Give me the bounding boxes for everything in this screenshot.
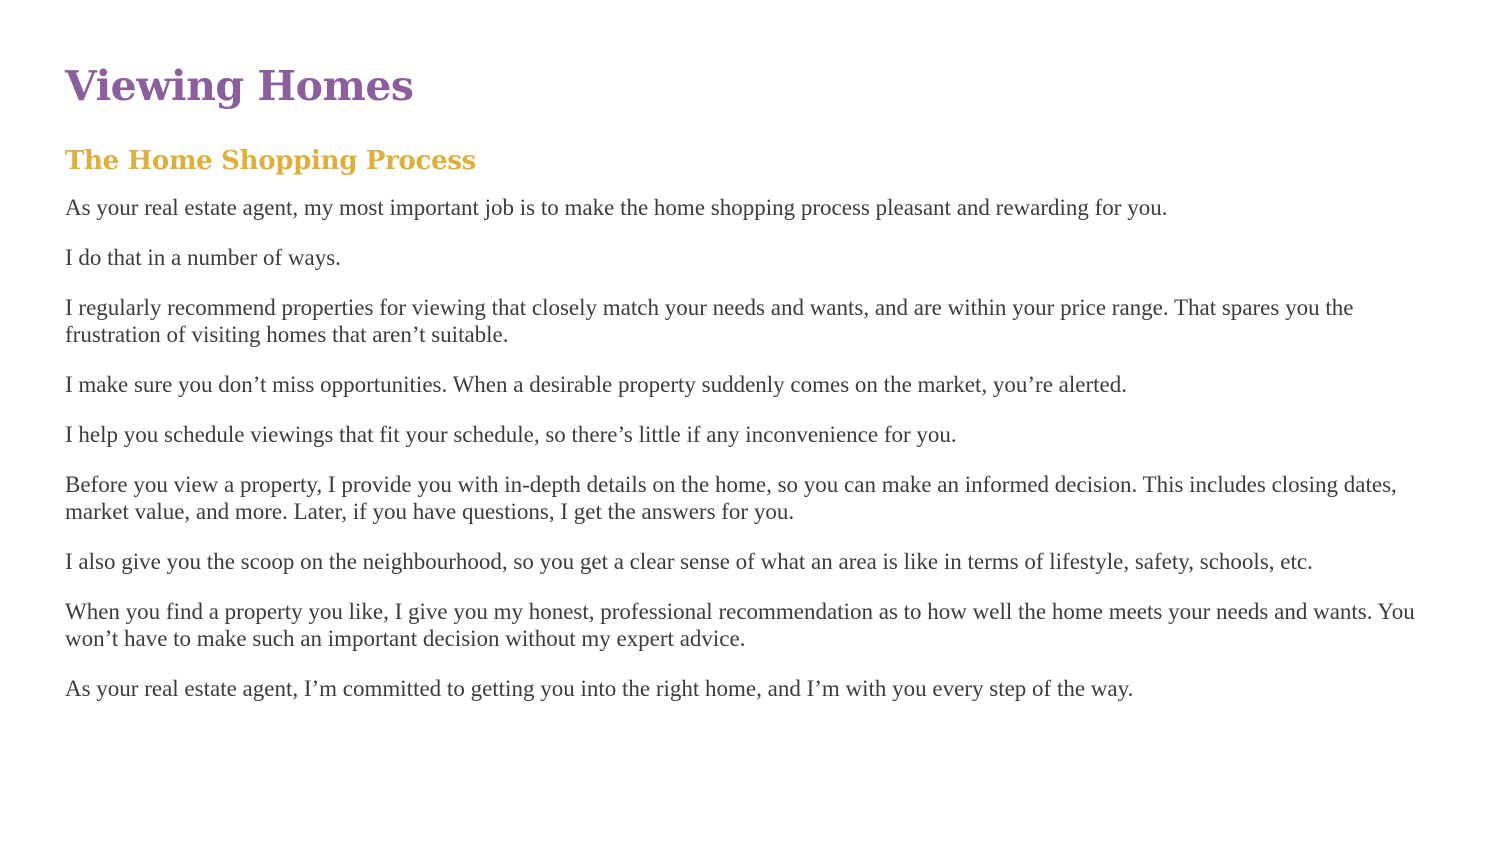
paragraph-recommendation: When you find a property you like, I give you my honest, professional recommendation as to how well the home meets your needs and wants. You won’t have to make such an important decision without my expert advice. (65, 599, 1415, 651)
paragraph-details: Before you view a property, I provide you with in-depth details on the home, so you can make an informed decision. This includes closing dates, market value, and more. Later, if you have questions, I get the answers for you. (65, 472, 1397, 524)
paragraph-neighbourhood: I also give you the scoop on the neighbourhood, so you get a clear sense of what an area is like in terms of lifestyle, safety, schools, etc. (65, 549, 1313, 574)
section-subtitle: The Home Shopping Process (65, 146, 476, 176)
paragraph-intro: As your real estate agent, my most important job is to make the home shopping process pleasant and rewarding for you. (65, 195, 1168, 220)
paragraph-ways: I do that in a number of ways. (65, 245, 341, 270)
paragraph-schedule: I help you schedule viewings that fit your schedule, so there’s little if any inconvenience for you. (65, 422, 957, 447)
paragraph-opportunities: I make sure you don’t miss opportunities. When a desirable property suddenly comes on the market, you’re alerted. (65, 372, 1127, 397)
document-page (65, 58, 1425, 725)
page-title: Viewing Homes (65, 62, 414, 110)
paragraph-recommend: I regularly recommend properties for viewing that closely match your needs and wants, and are within your price range. That spares you the frustration of visiting homes that aren’t suitable. (65, 295, 1354, 347)
paragraph-commitment: As your real estate agent, I’m committed to getting you into the right home, and I’m with you every step of the way. (65, 676, 1134, 701)
